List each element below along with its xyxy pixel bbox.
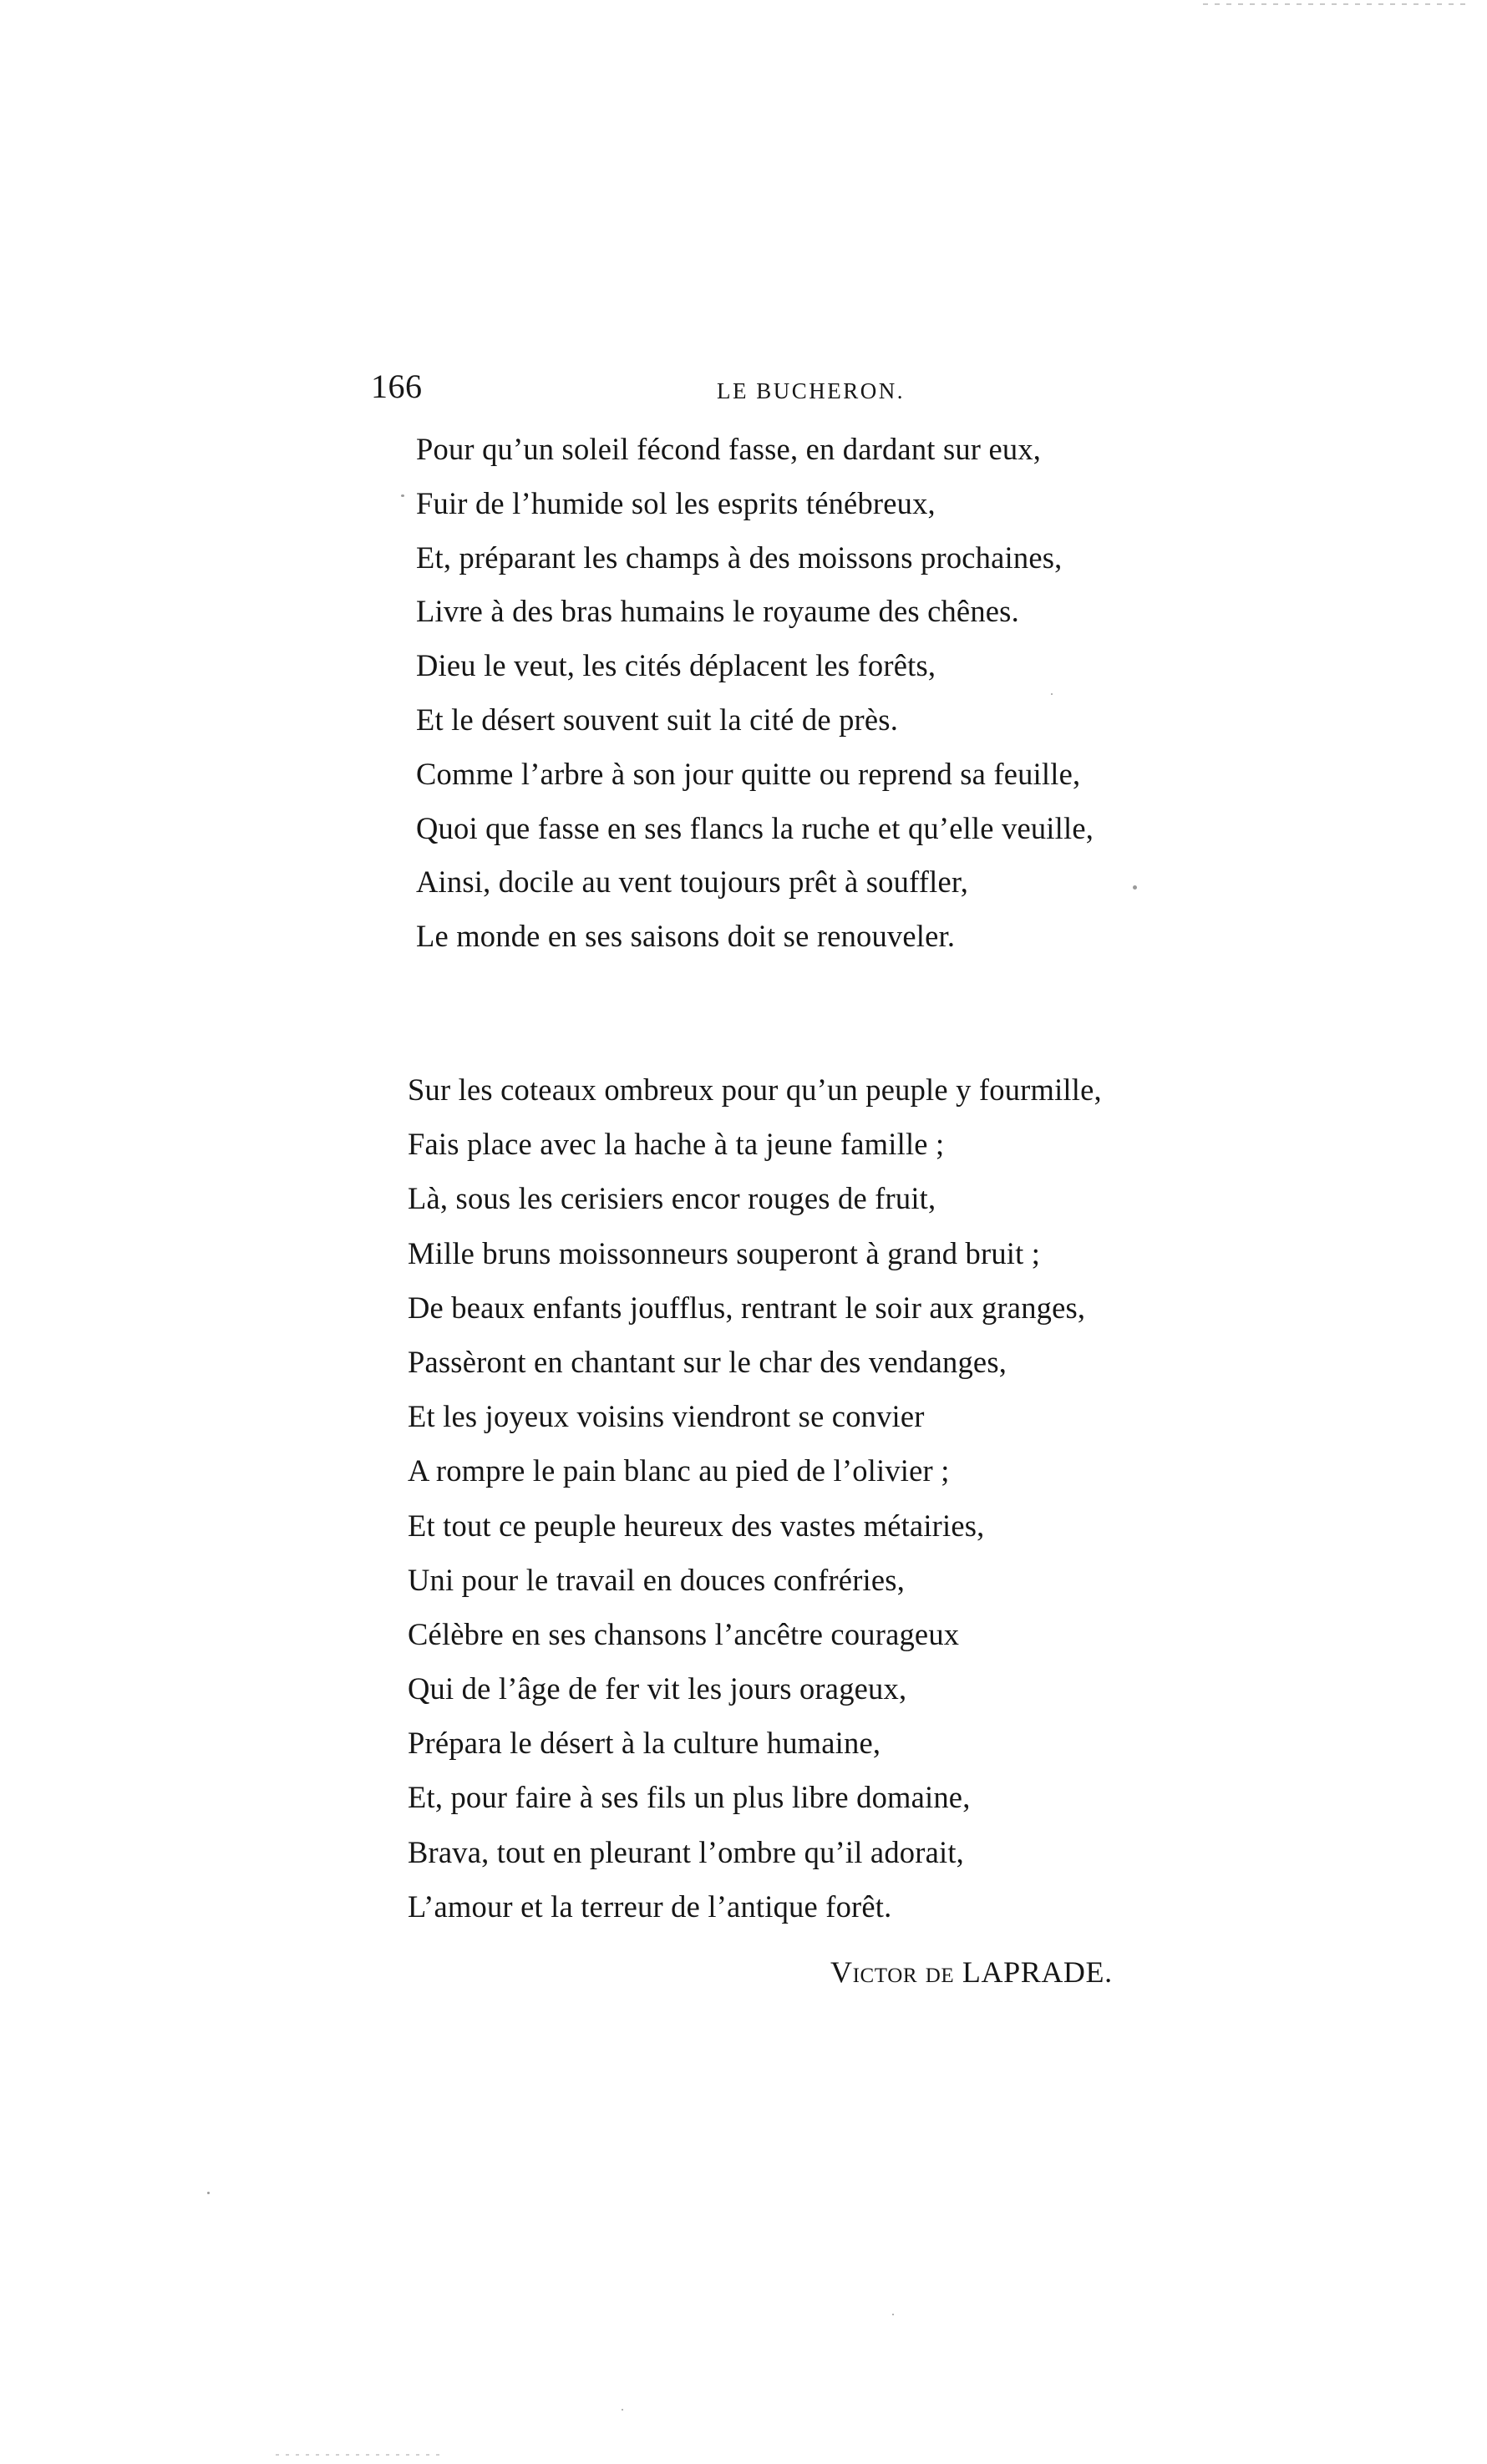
verse-line: Célèbre en ses chansons l’ancêtre courageux — [408, 1616, 960, 1651]
author-last-name: LAPRADE. — [962, 1955, 1113, 1989]
scan-speckle-bottom — [276, 2454, 443, 2456]
author-signature — [830, 1951, 1113, 1993]
verse-line: Et tout ce peuple heureux des vastes métairies, — [408, 1508, 985, 1543]
verse-line: Et le désert souvent suit la cité de près. — [416, 702, 899, 737]
verse-line: Qui de l’âge de fer vit les jours orageux, — [408, 1671, 907, 1706]
verse-line: Pour qu’un soleil fécond fasse, en dardant sur eux, — [416, 432, 1042, 466]
verse-line: Et les joyeux voisins viendront se convier — [408, 1399, 925, 1434]
scan-dust-speck — [892, 2314, 894, 2315]
verse-line: Et, pour faire à ses fils un plus libre domaine, — [408, 1780, 971, 1815]
verse-line: Uni pour le travail en douces confréries, — [408, 1562, 906, 1597]
poem-stanza-1 — [416, 423, 1094, 964]
scan-dust-speck — [401, 494, 404, 497]
scan-dust-speck — [1133, 885, 1137, 890]
scan-dust-speck — [1051, 693, 1053, 695]
verse-line: Prépara le désert à la culture humaine, — [408, 1726, 881, 1761]
verse-line: Fais place avec la hache à ta jeune famille ; — [408, 1127, 945, 1162]
verse-line: Là, sous les cerisiers encor rouges de fruit, — [408, 1181, 936, 1216]
verse-line: Le monde en ses saisons doit se renouveler. — [416, 919, 956, 954]
verse-line: Et, préparant les champs à des moissons prochaines, — [416, 540, 1063, 575]
verse-line: Mille bruns moissonneurs souperont à grand bruit ; — [408, 1235, 1041, 1270]
verse-line: Comme l’arbre à son jour quitte ou reprend sa feuille, — [416, 756, 1081, 791]
author-first-name: Victor — [830, 1955, 918, 1989]
verse-line: Brava, tout en pleurant l’ombre qu’il adorait, — [408, 1834, 964, 1869]
scan-speckle-top — [1203, 3, 1470, 5]
scan-dust-speck — [622, 2409, 623, 2411]
page-number: 166 — [371, 368, 423, 405]
verse-line: Sur les coteaux ombreux pour qu’un peuple y fourmille, — [408, 1072, 1102, 1107]
verse-line: Fuir de l’humide sol les esprits ténébreux, — [416, 485, 936, 520]
poem-stanza-2 — [408, 1062, 1102, 1934]
verse-line: Dieu le veut, les cités déplacent les forêts, — [416, 648, 936, 683]
verse-line: A rompre le pain blanc au pied de l’olivier ; — [408, 1453, 950, 1488]
author-particle: de — [925, 1955, 955, 1989]
verse-line: Quoi que fasse en ses flancs la ruche et qu’elle veuille, — [416, 810, 1094, 845]
verse-line: De beaux enfants joufflus, rentrant le soir aux granges, — [408, 1290, 1086, 1325]
scan-dust-speck — [207, 2192, 210, 2194]
verse-line: Livre à des bras humains le royaume des chênes. — [416, 594, 1019, 629]
verse-line: L’amour et la terreur de l’antique forêt. — [408, 1889, 892, 1924]
verse-line: Passèront en chantant sur le char des vendanges, — [408, 1344, 1007, 1379]
verse-line: Ainsi, docile au vent toujours prêt à souffler, — [416, 864, 969, 900]
running-title: LE BUCHERON. — [717, 378, 905, 403]
